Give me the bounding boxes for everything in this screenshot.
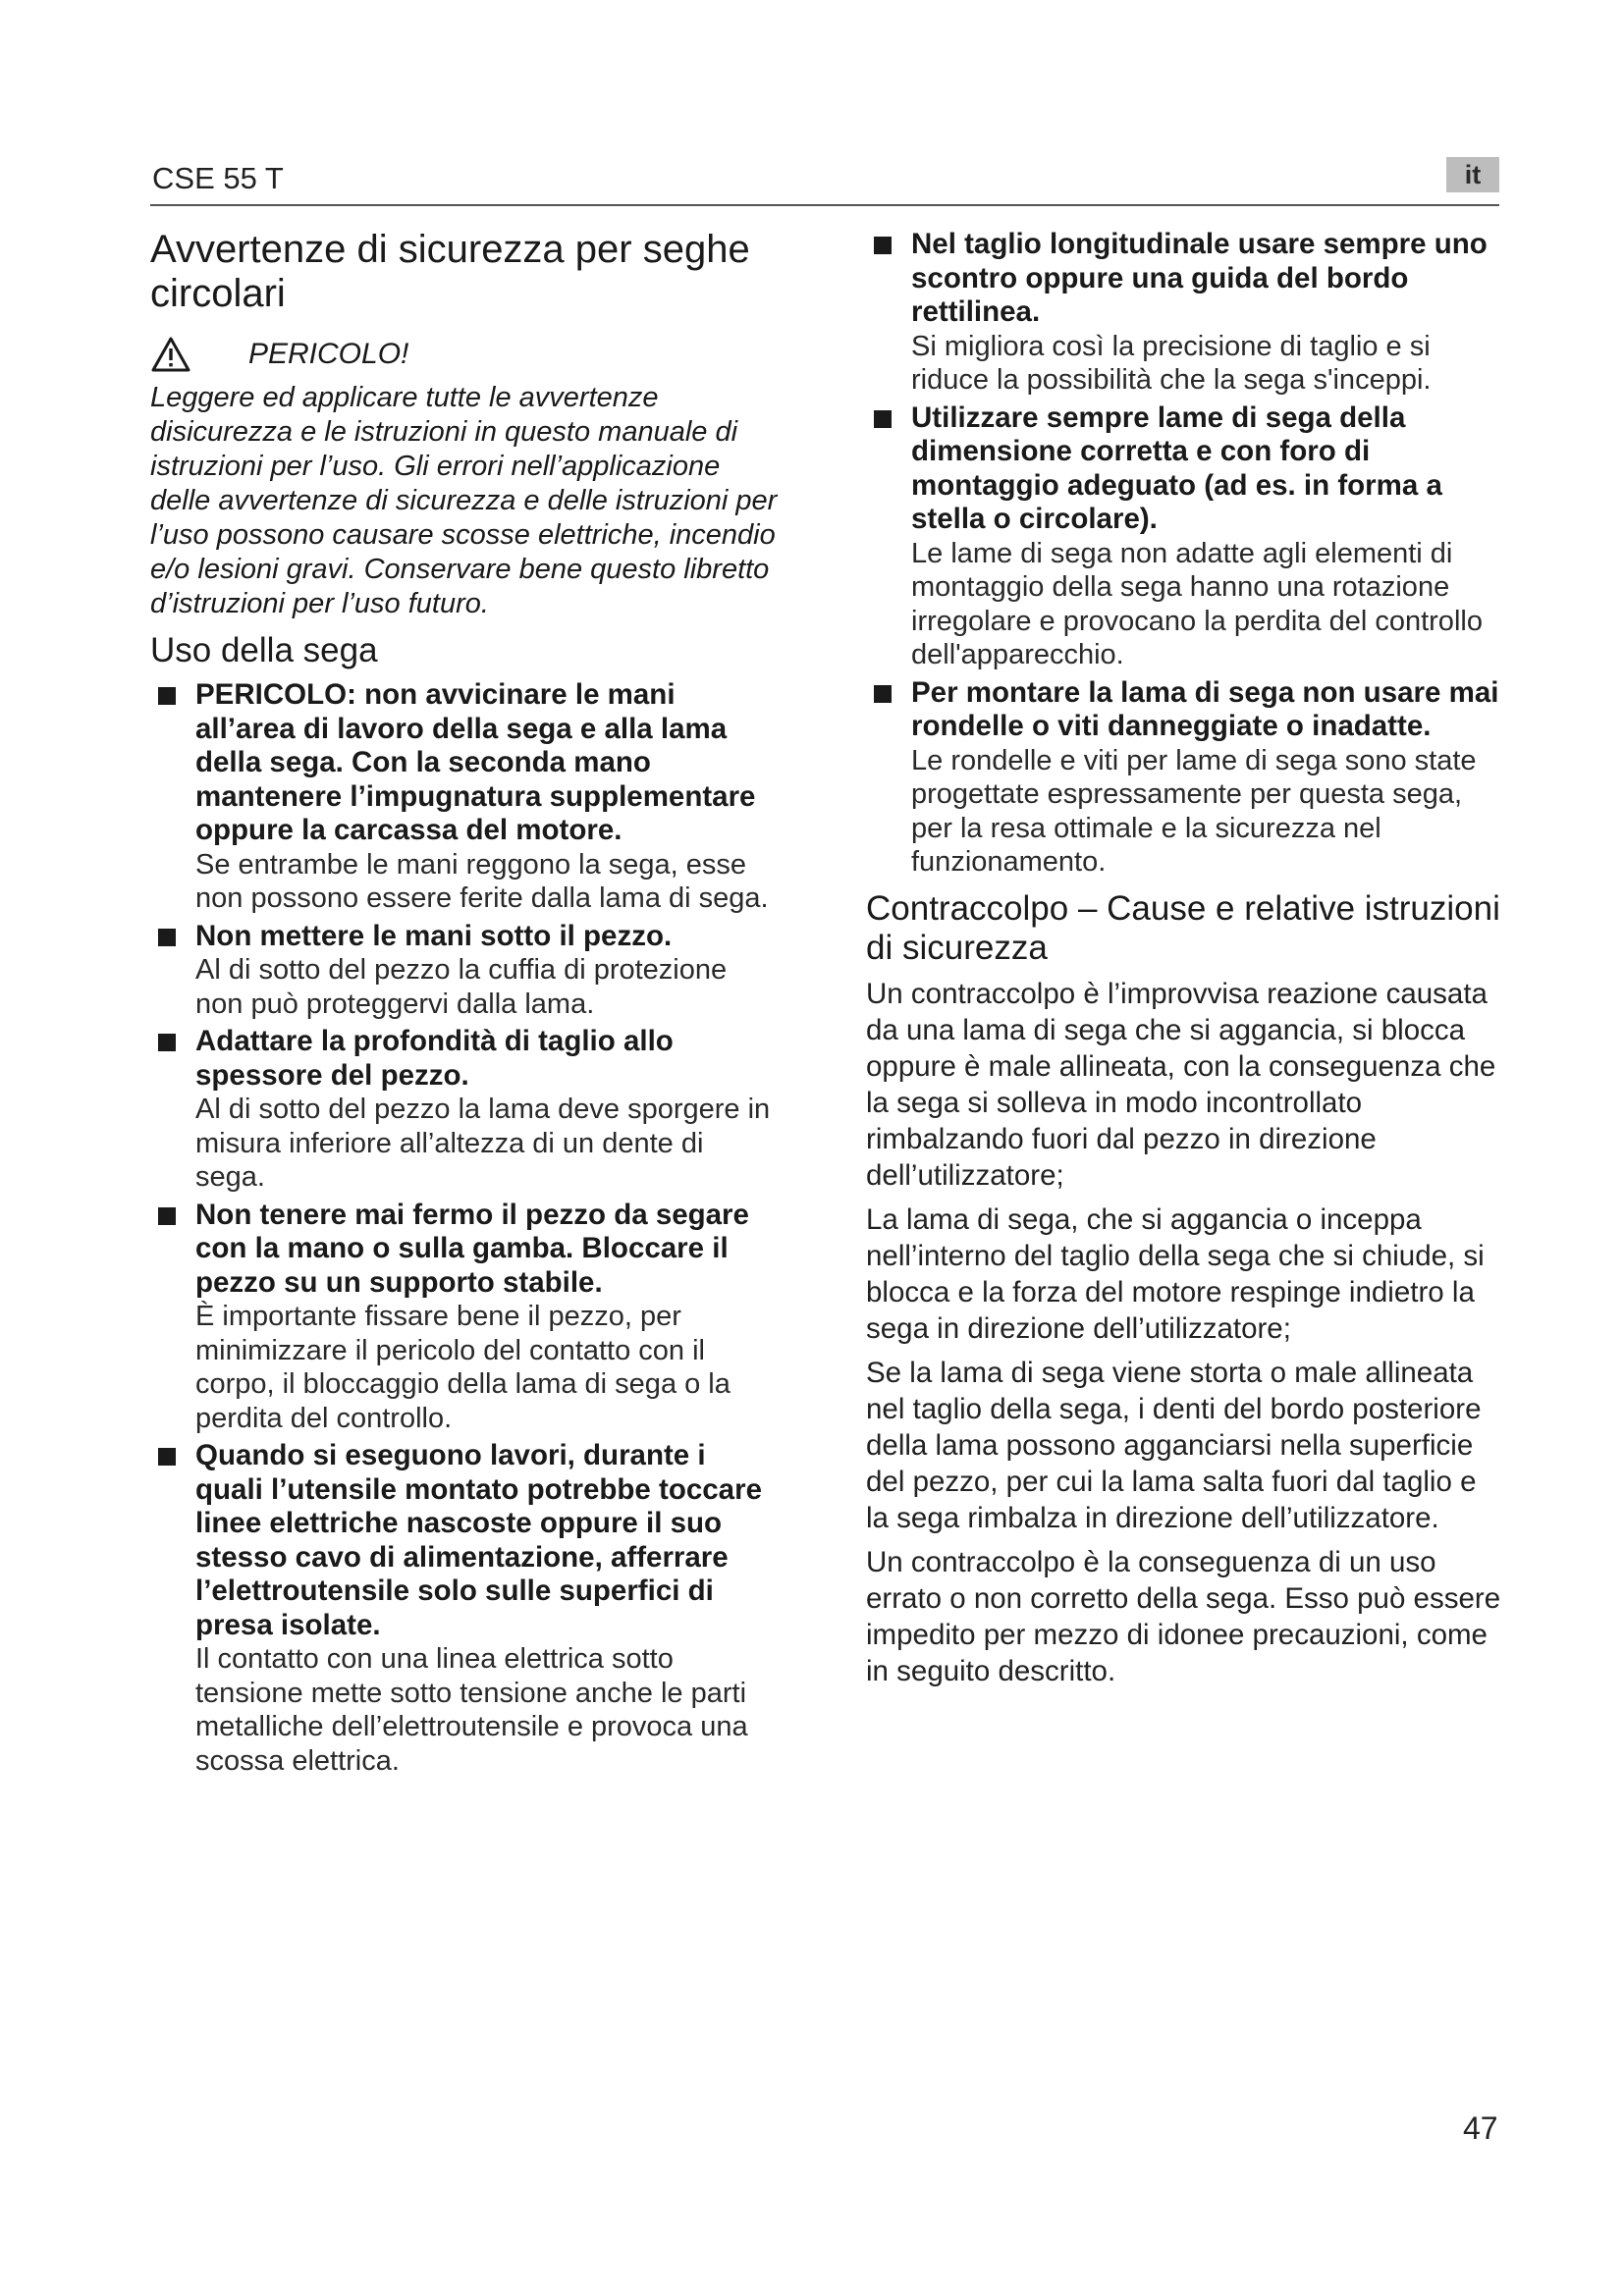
bullet-square-icon: [158, 1207, 176, 1225]
bullet-bold: Adattare la profondità di taglio allo spessore del pezzo.: [195, 1025, 674, 1092]
bullet-bold: PERICOLO: non avvicinare le mani all’area di lavoro della sega e alla lama della sega. Con la seconda mano mantenere l’impugnatura supplementare oppure la carcassa del motore.: [195, 678, 756, 846]
bullet-square-icon: [158, 1448, 176, 1466]
paragraph: Un contraccolpo è l’improvvisa reazione causata da una lama di sega che si aggancia, si blocca oppure è male allineata, con la conseguenza che la sega si solleva in modo incontrollato rimbalzando fuori dal pezzo in direzione dell’utilizzatore;: [866, 977, 1496, 1192]
bullet-text: Se entrambe le mani reggono la sega, esse non possono essere ferite dalla lama di sega.: [195, 848, 769, 914]
bullet-text: È importante fissare bene il pezzo, per minimizzare il pericolo del contatto con il corpo, il bloccaggio della lama di sega o la perdita del controllo.: [195, 1301, 731, 1434]
bullet-text: Le lame di sega non adatte agli elementi di montaggio della sega hanno una rotazione irregolare e provocano la perdita del controllo dell'apparecchio.: [911, 537, 1483, 670]
bullet-item: [150, 1199, 779, 1436]
bullet-square-icon: [158, 1034, 176, 1051]
bullet-square-icon: [874, 237, 892, 254]
bullet-bold: Non tenere mai fermo il pezzo da segare con la mano o sulla gamba. Bloccare il pezzo su un supporto stabile.: [195, 1198, 749, 1299]
bullet-item: [150, 920, 779, 1022]
bullet-item: [866, 228, 1502, 398]
page-number: 47: [1463, 2110, 1498, 2146]
bullet-square-icon: [874, 410, 892, 428]
bullet-bold: Nel taglio longitudinale usare sempre uno scontro oppure una guida del bordo rettilinea.: [911, 228, 1488, 328]
danger-heading: [150, 336, 779, 373]
bullet-item: [150, 1025, 779, 1195]
paragraph: La lama di sega, che si aggancia o inceppa nell’interno del taglio della sega che si chiude, si blocca e la forza del motore respinge indietro la sega in direzione dell’utilizzatore;: [866, 1202, 1485, 1345]
warning-triangle-icon: [150, 336, 191, 373]
language-badge: it: [1446, 157, 1499, 192]
bullet-text: Il contatto con una linea elettrica sotto tensione mette sotto tensione anche le parti metalliche dell’elettroutensile e provoca una scossa elettrica.: [195, 1643, 748, 1777]
danger-label: PERICOLO!: [248, 338, 409, 370]
bullet-bold: Per montare la lama di sega non usare mai rondelle o viti danneggiate o inadatte.: [911, 675, 1499, 742]
bullet-item: [150, 1439, 779, 1778]
paragraph: Un contraccolpo è la conseguenza di un uso errato o non corretto della sega. Esso può essere impedito per mezzo di idonee precauzioni, come in seguito descritto.: [866, 1545, 1501, 1687]
bullet-item: [150, 678, 779, 916]
model-name: CSE 55 T: [152, 161, 284, 195]
bullet-text: Le rondelle e viti per lame di sega sono state progettate espressamente per questa sega, per la resa ottimale e la sicurezza nel funzionamento.: [911, 744, 1477, 878]
bullet-text: Al di sotto del pezzo la lama deve sporgere in misura inferiore all’altezza di un dente di sega.: [195, 1094, 771, 1193]
bullet-text: Si migliora così la precisione di taglio e si riduce la possibilità che la sega s'inceppi.: [911, 330, 1432, 396]
bullet-text: Al di sotto del pezzo la cuffia di protezione non può proteggervi dalla lama.: [195, 954, 728, 1020]
bullet-item: [866, 401, 1502, 672]
left-column: [150, 228, 779, 1782]
bullet-bold: Utilizzare sempre lame di sega della dimensione corretta e con foro di montaggio adeguato (ad es. in forma a stella o circolare).: [911, 400, 1442, 535]
page-header: [150, 157, 1499, 206]
section-heading-contraccolpo: Contraccolpo – Cause e relative istruzioni di sicurezza: [866, 888, 1500, 967]
bullet-item: [866, 676, 1502, 880]
section-heading-uso: Uso della sega: [150, 631, 378, 669]
bullet-bold: Non mettere le mani sotto il pezzo.: [195, 919, 673, 952]
bullet-square-icon: [158, 687, 176, 705]
bullet-square-icon: [158, 929, 176, 946]
right-column: [866, 228, 1502, 1697]
bullet-bold: Quando si eseguono lavori, durante i quali l’utensile montato potrebbe toccare linee elettriche nascoste oppure il suo stesso cavo di alimentazione, afferrare l’elettroutensile solo sulle superfici di presa isolate.: [195, 1439, 762, 1641]
page-title: Avvertenze di sicurezza per seghe circolari: [150, 228, 750, 315]
bullet-square-icon: [874, 685, 892, 703]
paragraph: Se la lama di sega viene storta o male allineata nel taglio della sega, i denti del bordo posteriore della lama possono agganciarsi nella superficie del pezzo, per cui la lama salta fuori dal taglio e la sega rimbalza in direzione dell’utilizzatore.: [866, 1356, 1482, 1534]
intro-text: Leggere ed applicare tutte le avvertenze disicurezza e le istruzioni in questo manuale di istruzioni per l’uso. Gli errori nell’applicazione delle avvertenze di sicurezza e delle istruzioni per l’uso possono causare scosse elettriche, incendio e/o lesioni gravi. Conservare bene questo libretto d’istruzioni per l’uso futuro.: [150, 382, 778, 619]
